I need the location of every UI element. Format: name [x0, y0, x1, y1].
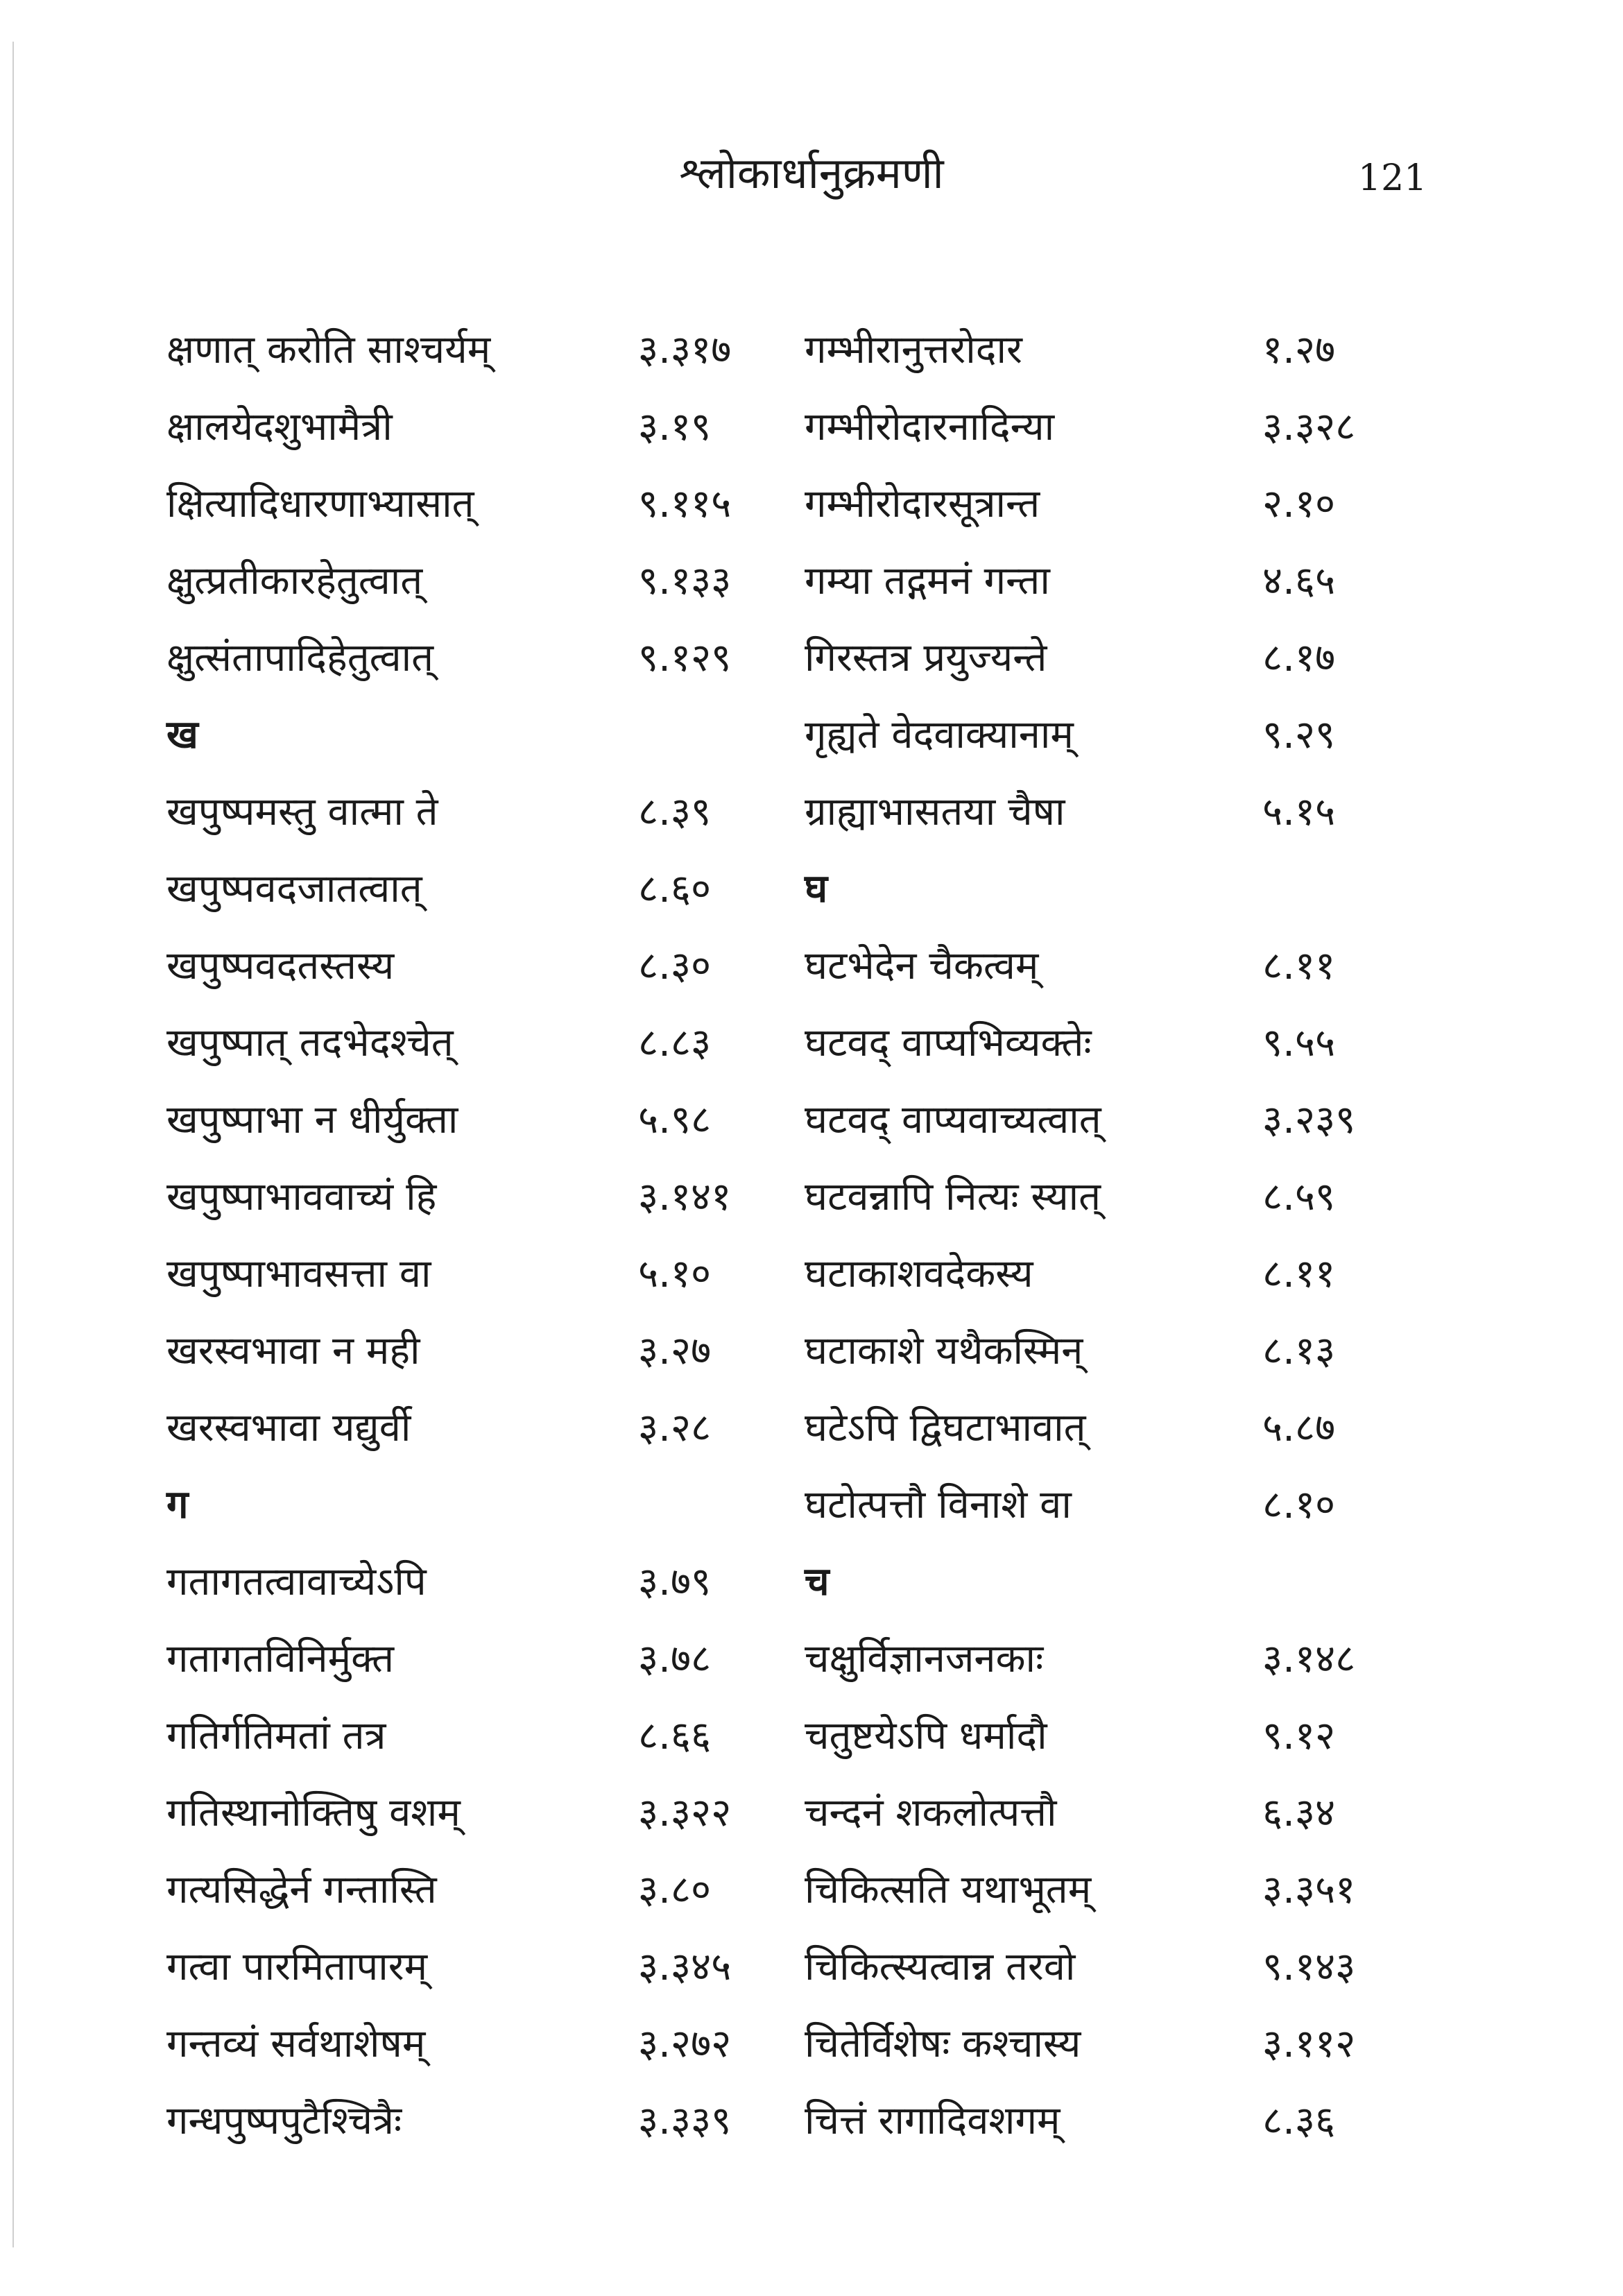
verse-half: गन्तव्यं सर्वथाशेषम्	[166, 2021, 426, 2066]
right-column-entry	[0, 1390, 1623, 1466]
right-column-entry	[0, 466, 1623, 542]
verse-half: चक्षुर्विज्ञानजनकाः	[805, 1636, 1044, 1681]
right-column-entry	[0, 697, 1623, 773]
right-column-entry	[0, 1005, 1623, 1081]
verse-reference: ५.१०	[638, 1251, 712, 1296]
verse-half: गम्या तद्गमनं गन्ता	[805, 558, 1050, 603]
verse-half: ग्राह्याभासतया चैषा	[805, 789, 1065, 834]
letter-heading: ख	[166, 712, 198, 757]
verse-half: घटवन्नापि नित्यः स्यात्	[805, 1174, 1101, 1219]
verse-reference: ५.८७	[1262, 1405, 1336, 1450]
letter-heading: ग	[166, 1482, 189, 1527]
verse-reference: ९.१२	[1262, 1713, 1336, 1758]
verse-half: गतागतविनिर्मुक्त	[166, 1636, 395, 1681]
verse-reference: ९.५५	[1262, 1020, 1336, 1065]
verse-half: चित्तं रागादिवशगम्	[805, 2098, 1060, 2143]
letter-heading: च	[805, 1559, 830, 1604]
verse-half: खरस्वभावा यद्युर्वी	[166, 1405, 411, 1450]
verse-half: खपुष्पाभावसत्ता वा	[166, 1251, 431, 1296]
verse-reference: ८.१३	[1262, 1328, 1336, 1373]
verse-reference: ४.६५	[1262, 558, 1336, 603]
verse-half: क्षित्यादिधारणाभ्यासात्	[166, 481, 474, 526]
verse-reference: ३.१४१	[638, 1174, 732, 1219]
verse-half: चन्दनं शकलोत्पत्तौ	[805, 1790, 1057, 1835]
verse-reference: ८.५९	[1262, 1174, 1336, 1219]
verse-reference: ३.३५१	[1262, 1867, 1356, 1912]
verse-half: गिरस्तत्र प्रयुज्यन्ते	[805, 635, 1047, 680]
verse-half: खपुष्पवदतस्तस्य	[166, 943, 395, 988]
verse-reference: ३.२३९	[1262, 1097, 1356, 1142]
verse-half: खपुष्पाभाववाच्यं हि	[166, 1174, 437, 1219]
verse-half: गतिस्थानोक्तिषु वशम्	[166, 1790, 461, 1835]
verse-half: घटभेदेन चैकत्वम्	[805, 943, 1039, 988]
verse-half: गम्भीरानुत्तरोदार	[805, 327, 1022, 372]
verse-reference: ३.७८	[638, 1636, 712, 1681]
verse-half: क्षालयेदशुभामैत्री	[166, 404, 393, 449]
verse-reference: ६.३४	[1262, 1790, 1336, 1835]
verse-reference: २.१०	[1262, 481, 1336, 526]
right-column-entry	[0, 1159, 1623, 1235]
right-column-entry	[0, 1775, 1623, 1851]
verse-reference: ९.१३३	[638, 558, 732, 603]
verse-reference: ८.३६	[1262, 2098, 1336, 2143]
letter-heading: घ	[805, 866, 828, 911]
verse-half: चतुष्टयेऽपि धर्मादौ	[805, 1713, 1047, 1758]
right-column-entry	[0, 1236, 1623, 1312]
verse-half: चितेर्विशेषः कश्चास्य	[805, 2021, 1081, 2066]
verse-half: गतागतत्वावाच्येऽपि	[166, 1559, 427, 1604]
verse-reference: ८.८३	[638, 1020, 712, 1065]
right-column-entry	[0, 1467, 1623, 1543]
verse-reference: ९.१४३	[1262, 1944, 1356, 1989]
verse-half: घटेऽपि द्विघटाभावात्	[805, 1405, 1086, 1450]
verse-reference: १.२७	[1262, 327, 1336, 372]
right-column-entry	[0, 389, 1623, 465]
verse-reference: ३.१९	[638, 404, 712, 449]
right-column-entry	[0, 1852, 1623, 1928]
right-column-entry	[0, 1313, 1623, 1389]
verse-reference: ८.११	[1262, 1251, 1336, 1296]
right-column-entry	[0, 1929, 1623, 2005]
right-column-entry	[0, 620, 1623, 696]
right-column-entry	[0, 543, 1623, 619]
right-column-letter-heading	[0, 1544, 1623, 1620]
right-column-entry	[0, 1698, 1623, 1774]
page-title: श्लोकार्धानुक्रमणी	[679, 148, 944, 198]
verse-half: क्षुत्संतापादिहेतुत्वात्	[166, 635, 434, 680]
verse-reference: ५.१५	[1262, 789, 1336, 834]
verse-reference: ३.३२८	[1262, 404, 1356, 449]
right-column-entry	[0, 1082, 1623, 1158]
verse-half: घटोत्पत्तौ विनाशे वा	[805, 1482, 1072, 1527]
verse-half: घटवद् वाप्यभिव्यक्तेः	[805, 1020, 1092, 1065]
verse-reference: ८.३०	[638, 943, 712, 988]
verse-reference: ८.६६	[638, 1713, 712, 1758]
verse-reference: ३.१४८	[1262, 1636, 1356, 1681]
verse-half: गन्धपुष्पपुटैश्चित्रैः	[166, 2098, 402, 2143]
verse-half: खपुष्पमस्तु वात्मा ते	[166, 789, 438, 834]
verse-reference: ५.९८	[638, 1097, 712, 1142]
verse-reference: ३.७९	[638, 1559, 712, 1604]
verse-reference: ८.६०	[638, 866, 712, 911]
verse-reference: ८.११	[1262, 943, 1336, 988]
verse-half: घटाकाशे यथैकस्मिन्	[805, 1328, 1083, 1373]
verse-reference: ३.३१७	[638, 327, 732, 372]
verse-half: गृह्यते वेदवाक्यानाम्	[805, 712, 1074, 757]
right-column-entry	[0, 2006, 1623, 2082]
right-column-entry	[0, 1621, 1623, 1697]
verse-half: चिकित्स्यत्वान्न तरवो	[805, 1944, 1076, 1989]
verse-reference: ३.३३९	[638, 2098, 732, 2143]
verse-half: खपुष्पात् तदभेदश्चेत्	[166, 1020, 454, 1065]
verse-reference: ९.१२९	[638, 635, 732, 680]
verse-reference: ३.८०	[638, 1867, 712, 1912]
verse-reference: ९.२९	[1262, 712, 1336, 757]
verse-reference: ३.२७	[638, 1328, 712, 1373]
right-column-letter-heading	[0, 851, 1623, 927]
verse-half: खपुष्पवदजातत्वात्	[166, 866, 422, 911]
verse-half: गम्भीरोदारनादिन्या	[805, 404, 1055, 449]
verse-reference: ८.३९	[638, 789, 712, 834]
verse-reference: ३.३२२	[638, 1790, 732, 1835]
verse-half: खपुष्पाभा न धीर्युक्ता	[166, 1097, 458, 1142]
right-column-entry	[0, 312, 1623, 388]
verse-reference: ३.११२	[1262, 2021, 1356, 2066]
verse-half: घटवद् वाप्यवाच्यत्वात्	[805, 1097, 1101, 1142]
verse-reference: ३.२७२	[638, 2021, 732, 2066]
verse-half: घटाकाशवदेकस्य	[805, 1251, 1033, 1296]
verse-half: गम्भीरोदारसूत्रान्त	[805, 481, 1040, 526]
page-number: 121	[1358, 157, 1427, 199]
verse-reference: ९.११५	[638, 481, 732, 526]
verse-half: गत्वा पारमितापारम्	[166, 1944, 428, 1989]
right-column-entry	[0, 928, 1623, 1004]
right-column-entry	[0, 774, 1623, 850]
verse-reference: ८.१७	[1262, 635, 1336, 680]
verse-half: गत्यसिद्धेर्न गन्तास्ति	[166, 1867, 437, 1912]
verse-half: क्षुत्प्रतीकारहेतुत्वात्	[166, 558, 423, 603]
verse-half: क्षणात् करोति साश्चर्यम्	[166, 327, 491, 372]
verse-reference: ३.३४५	[638, 1944, 732, 1989]
verse-reference: ८.१०	[1262, 1482, 1336, 1527]
verse-reference: ३.२८	[638, 1405, 712, 1450]
verse-half: खरस्वभावा न मही	[166, 1328, 420, 1373]
verse-half: चिकित्सति यथाभूतम्	[805, 1867, 1092, 1912]
verse-half: गतिर्गतिमतां तत्र	[166, 1713, 386, 1758]
right-column-entry	[0, 2083, 1623, 2159]
